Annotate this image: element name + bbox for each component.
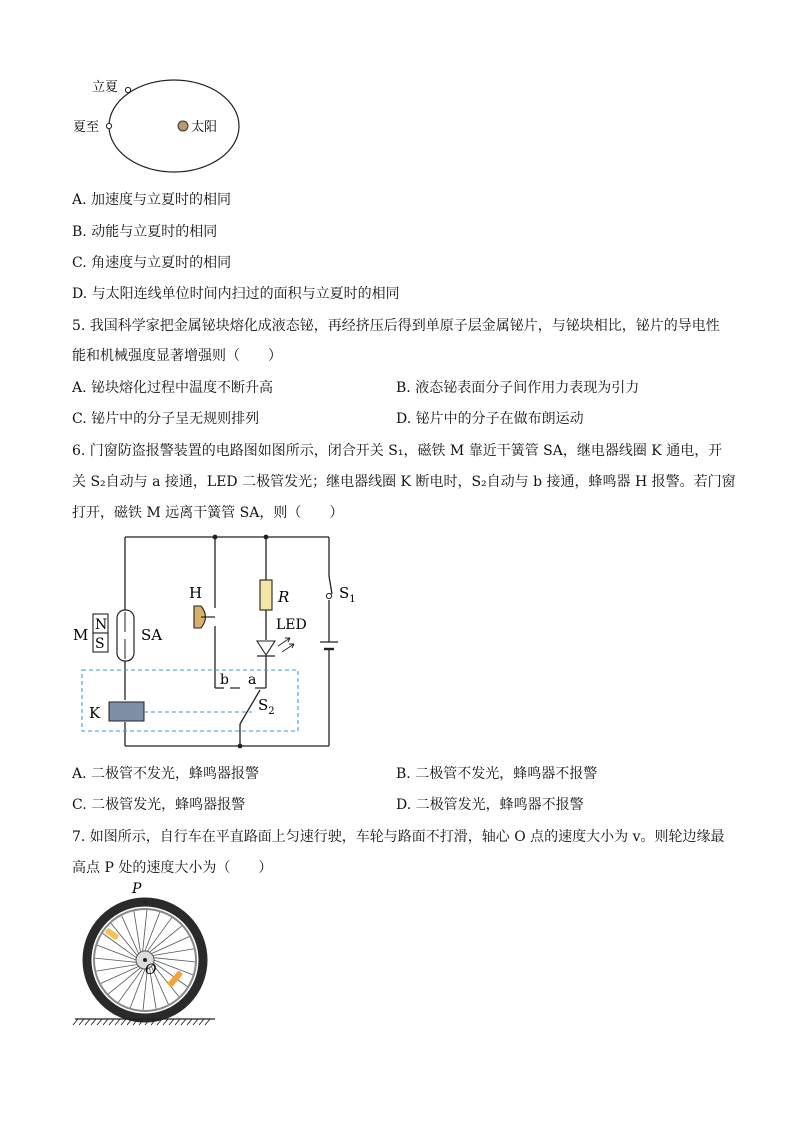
spoke	[108, 968, 140, 994]
ground-hatch	[187, 1019, 192, 1025]
spoke	[95, 958, 136, 962]
q6-option-a: A. 二极管不发光，蜂鸣器报警	[72, 766, 260, 782]
q5-option-c: C. 铋片中的分子呈无规则排列	[72, 411, 260, 427]
label-lixia: 立夏	[92, 80, 119, 95]
top-point-p	[143, 900, 147, 904]
label-sa: SA	[141, 626, 163, 644]
sun-icon	[178, 121, 188, 131]
ground-hatch	[115, 1019, 120, 1025]
xiazhi-point	[106, 123, 111, 128]
ground-hatch	[121, 1019, 126, 1025]
spoke	[122, 916, 139, 954]
spoke	[143, 910, 147, 951]
label-b: b	[220, 672, 229, 688]
ground-hatch	[193, 1019, 198, 1025]
label-h: H	[189, 584, 203, 602]
q6-option-c: C. 二极管发光，蜂鸣器报警	[72, 797, 246, 813]
label-p: P	[132, 881, 142, 897]
ground-hatch	[79, 1019, 84, 1025]
label-xiazhi: 夏至	[73, 120, 100, 135]
led-diode	[257, 641, 275, 655]
junction-dot	[264, 535, 269, 540]
reflector	[105, 928, 120, 941]
label-m: M	[73, 626, 89, 644]
ground-hatch	[109, 1019, 114, 1025]
q7-stem-line1: 7. 如图所示，自行车在平直路面上匀速行驶，车轮与路面不打滑，轴心 O 点的速度大小为 v。则轮边缘最	[72, 829, 725, 845]
spoke	[154, 958, 195, 962]
ground-hatch	[169, 1019, 174, 1025]
spoke	[151, 937, 189, 954]
q6-stem-line3: 打开，磁铁 M 远离干簧管 SA，则（ ）	[72, 505, 344, 521]
q5-option-a: A. 铋块熔化过程中温度不断升高	[72, 380, 274, 396]
spoke	[101, 966, 139, 983]
label-sun: 太阳	[191, 120, 218, 135]
s1-contact	[326, 593, 331, 598]
junction-dot	[213, 535, 218, 540]
ground-hatch	[97, 1019, 102, 1025]
label-s2: $S_2$	[258, 696, 275, 717]
label-n: N	[95, 617, 108, 633]
label-r: R	[278, 588, 290, 606]
q5-stem-line2: 能和机械强度显著增强则（ ）	[72, 348, 282, 364]
q5-option-d: D. 铋片中的分子在做布朗运动	[396, 411, 584, 427]
q4-option-b: B. 动能与立夏时的相同	[72, 224, 218, 240]
ground-hatch	[73, 1019, 78, 1025]
q4-option-a: A. 加速度与立夏时的相同	[72, 192, 232, 208]
spoke	[150, 926, 182, 952]
orbit-figure	[70, 70, 250, 180]
q6-option-b: B. 二极管不发光，蜂鸣器不报警	[396, 766, 598, 782]
q6-stem-line1: 6. 门窗防盗报警装置的电路图如图所示，闭合开关 S₁，磁铁 M 靠近干簧管 SA，继电器线圈 K 通电，开	[72, 443, 723, 459]
circuit-figure	[70, 528, 370, 758]
q5-stem-line1: 5. 我国科学家把金属铋块熔化成液态铋，再经挤压后得到单原子层金属铋片，与铋块相比，铋片的导电性	[72, 318, 720, 334]
label-k: K	[89, 704, 101, 722]
ground-hatch	[163, 1019, 168, 1025]
q4-option-d: D. 与太阳连线单位时间内扫过的面积与立夏时的相同	[72, 286, 400, 302]
orbit-ellipse	[109, 80, 239, 172]
junction-dot	[238, 744, 243, 749]
label-s: S	[95, 636, 105, 652]
q6-stem-line2: 关 S₂自动与 a 接通，LED 二极管发光；继电器线圈 K 断电时，S₂自动与 b 接通，蜂鸣器 H 报警。若门窗	[72, 474, 736, 490]
label-led: LED	[276, 617, 307, 633]
label-s1: $S_1$	[339, 584, 356, 605]
q7-stem-line2: 高点 P 处的速度大小为（ ）	[72, 860, 273, 876]
q6-option-d: D. 二极管发光，蜂鸣器不报警	[396, 797, 584, 813]
wheel-figure	[70, 880, 220, 1028]
ground-hatch	[175, 1019, 180, 1025]
resistor	[260, 580, 272, 610]
q5-option-b: B. 液态铋表面分子间作用力表现为引力	[396, 380, 640, 396]
label-a: a	[248, 672, 257, 688]
ground-hatch	[205, 1019, 210, 1025]
ground-hatch	[181, 1019, 186, 1025]
label-o: O	[145, 962, 157, 978]
ground-hatch	[91, 1019, 96, 1025]
ground-hatch	[199, 1019, 204, 1025]
reflector	[167, 970, 183, 988]
relay-coil-k	[109, 702, 144, 721]
ground-hatch	[103, 1019, 108, 1025]
q4-option-c: C. 角速度与立夏时的相同	[72, 255, 232, 271]
lixia-point	[125, 87, 130, 92]
ground-hatch	[85, 1019, 90, 1025]
